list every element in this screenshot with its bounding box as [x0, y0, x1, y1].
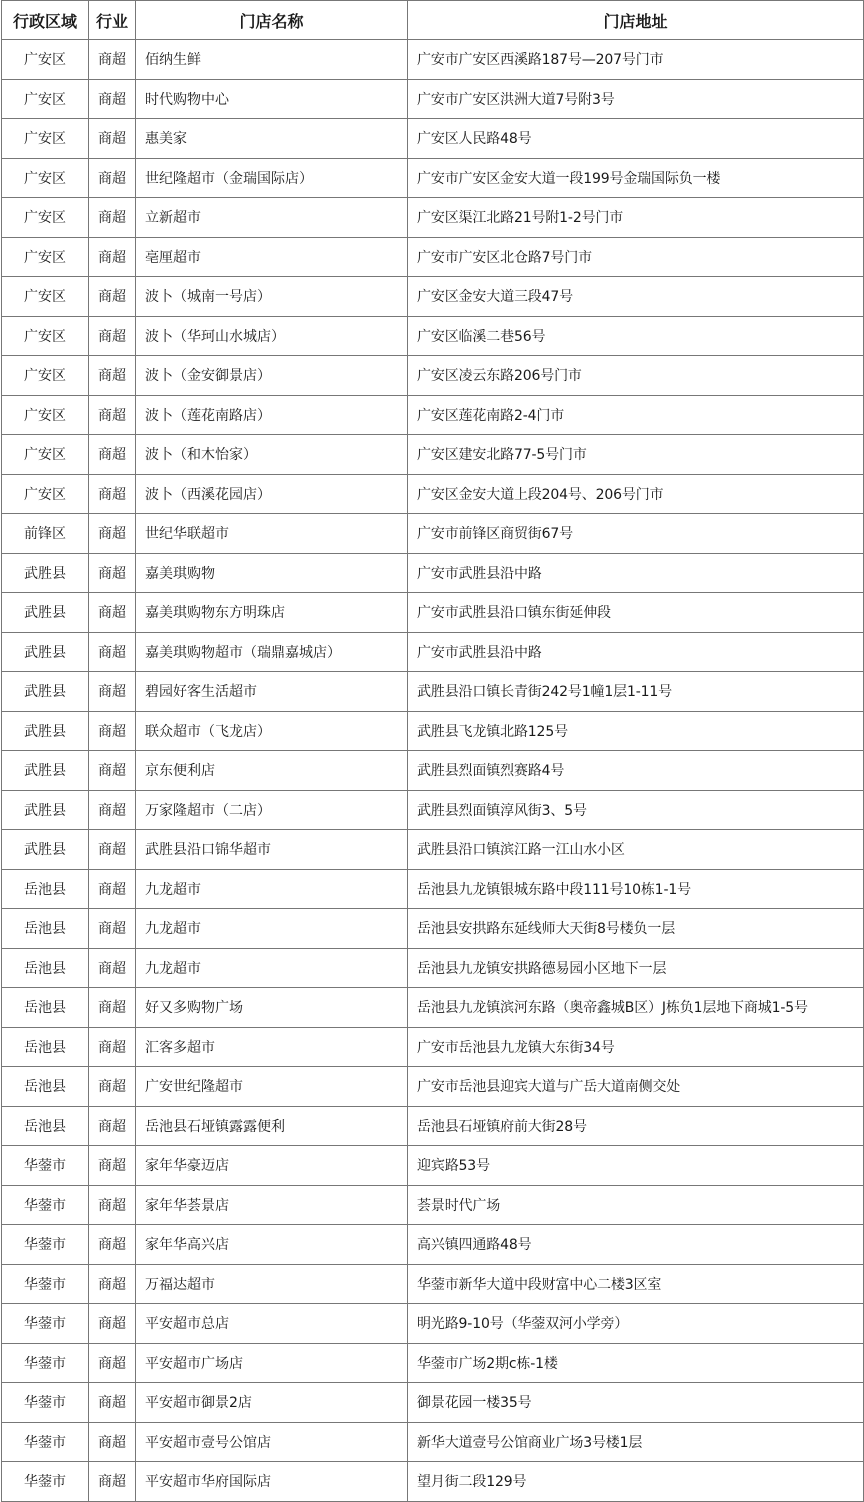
store-address-cell: 华蓥市新华大道中段财富中心二楼3区室 [408, 1264, 864, 1304]
store-address-cell: 武胜县沿口镇滨江路一江山水小区 [408, 830, 864, 870]
district-cell: 武胜县 [2, 672, 89, 712]
store-name-cell: 万家隆超市（二店） [136, 790, 408, 830]
table-row [2, 1462, 864, 1502]
industry-cell: 商超 [89, 593, 136, 633]
store-name-cell: 家年华荟景店 [136, 1185, 408, 1225]
industry-cell: 商超 [89, 237, 136, 277]
district-cell: 武胜县 [2, 593, 89, 633]
table-row [2, 1185, 864, 1225]
table-row [2, 356, 864, 396]
industry-cell: 商超 [89, 1304, 136, 1344]
district-cell: 武胜县 [2, 711, 89, 751]
store-name-cell: 波卜（莲花南路店） [136, 395, 408, 435]
district-cell: 华蓥市 [2, 1383, 89, 1423]
industry-cell: 商超 [89, 632, 136, 672]
industry-cell: 商超 [89, 277, 136, 317]
store-name-cell: 嘉美琪购物东方明珠店 [136, 593, 408, 633]
store-address-cell: 高兴镇四通路48号 [408, 1225, 864, 1265]
store-name-cell: 波卜（和木怡家） [136, 435, 408, 475]
district-cell: 广安区 [2, 277, 89, 317]
district-cell: 华蓥市 [2, 1422, 89, 1462]
industry-cell: 商超 [89, 79, 136, 119]
district-cell: 岳池县 [2, 988, 89, 1028]
table-row [2, 593, 864, 633]
store-address-cell: 广安市武胜县沿中路 [408, 632, 864, 672]
industry-cell: 商超 [89, 1027, 136, 1067]
district-cell: 广安区 [2, 198, 89, 238]
store-address-cell: 御景花园一楼35号 [408, 1383, 864, 1423]
store-address-cell: 岳池县九龙镇银城东路中段111号10栋1-1号 [408, 869, 864, 909]
district-cell: 武胜县 [2, 751, 89, 791]
district-cell: 广安区 [2, 395, 89, 435]
table-row [2, 790, 864, 830]
store-name-cell: 平安超市华府国际店 [136, 1462, 408, 1502]
industry-cell: 商超 [89, 1343, 136, 1383]
table-row [2, 514, 864, 554]
store-name-cell: 九龙超市 [136, 948, 408, 988]
store-address-cell: 广安区临溪二巷56号 [408, 316, 864, 356]
table-row [2, 79, 864, 119]
table-row [2, 553, 864, 593]
header-industry: 行业 [89, 1, 136, 40]
industry-cell: 商超 [89, 672, 136, 712]
table-row [2, 1067, 864, 1107]
table-row [2, 435, 864, 475]
store-address-cell: 广安区金安大道上段204号、206号门市 [408, 474, 864, 514]
header-row [2, 1, 864, 40]
store-name-cell: 武胜县沿口锦华超市 [136, 830, 408, 870]
table-row [2, 1383, 864, 1423]
industry-cell: 商超 [89, 474, 136, 514]
store-name-cell: 佰纳生鲜 [136, 40, 408, 80]
industry-cell: 商超 [89, 1106, 136, 1146]
table-row [2, 40, 864, 80]
store-name-cell: 京东便利店 [136, 751, 408, 791]
header-store-name: 门店名称 [136, 1, 408, 40]
district-cell: 岳池县 [2, 1067, 89, 1107]
table-row [2, 1027, 864, 1067]
store-address-cell: 迎宾路53号 [408, 1146, 864, 1186]
store-name-cell: 万福达超市 [136, 1264, 408, 1304]
table-row [2, 751, 864, 791]
store-name-cell: 联众超市（飞龙店） [136, 711, 408, 751]
district-cell: 广安区 [2, 435, 89, 475]
industry-cell: 商超 [89, 356, 136, 396]
store-name-cell: 世纪华联超市 [136, 514, 408, 554]
store-address-cell: 岳池县九龙镇滨河东路（奥帝鑫城B区）J栋负1层地下商城1-5号 [408, 988, 864, 1028]
industry-cell: 商超 [89, 316, 136, 356]
district-cell: 岳池县 [2, 869, 89, 909]
store-name-cell: 亳厘超市 [136, 237, 408, 277]
table-row [2, 1106, 864, 1146]
store-name-cell: 家年华豪迈店 [136, 1146, 408, 1186]
table-row [2, 1225, 864, 1265]
table-row [2, 948, 864, 988]
store-address-cell: 广安区建安北路77-5号门市 [408, 435, 864, 475]
table-row [2, 277, 864, 317]
store-name-cell: 九龙超市 [136, 869, 408, 909]
store-address-cell: 广安市武胜县沿口镇东街延伸段 [408, 593, 864, 633]
table-row [2, 395, 864, 435]
store-address-cell: 武胜县飞龙镇北路125号 [408, 711, 864, 751]
table-row [2, 316, 864, 356]
store-address-cell: 广安市广安区洪洲大道7号附3号 [408, 79, 864, 119]
industry-cell: 商超 [89, 869, 136, 909]
store-name-cell: 平安超市御景2店 [136, 1383, 408, 1423]
district-cell: 广安区 [2, 79, 89, 119]
table-row [2, 1343, 864, 1383]
district-cell: 武胜县 [2, 790, 89, 830]
store-name-cell: 平安超市壹号公馆店 [136, 1422, 408, 1462]
store-address-cell: 华蓥市广场2期c栋-1楼 [408, 1343, 864, 1383]
header-store-address: 门店地址 [408, 1, 864, 40]
store-name-cell: 九龙超市 [136, 909, 408, 949]
table-row [2, 1304, 864, 1344]
district-cell: 广安区 [2, 474, 89, 514]
district-cell: 岳池县 [2, 1027, 89, 1067]
store-address-cell: 广安区人民路48号 [408, 119, 864, 159]
store-name-cell: 家年华高兴店 [136, 1225, 408, 1265]
store-address-cell: 荟景时代广场 [408, 1185, 864, 1225]
store-name-cell: 汇客多超市 [136, 1027, 408, 1067]
district-cell: 岳池县 [2, 1106, 89, 1146]
industry-cell: 商超 [89, 198, 136, 238]
industry-cell: 商超 [89, 553, 136, 593]
table-row [2, 474, 864, 514]
district-cell: 华蓥市 [2, 1343, 89, 1383]
store-address-cell: 广安区凌云东路206号门市 [408, 356, 864, 396]
district-cell: 华蓥市 [2, 1146, 89, 1186]
industry-cell: 商超 [89, 514, 136, 554]
district-cell: 广安区 [2, 158, 89, 198]
store-address-cell: 望月街二段129号 [408, 1462, 864, 1502]
store-name-cell: 波卜（城南一号店） [136, 277, 408, 317]
district-cell: 华蓥市 [2, 1264, 89, 1304]
industry-cell: 商超 [89, 1422, 136, 1462]
store-address-cell: 广安市武胜县沿中路 [408, 553, 864, 593]
store-name-cell: 岳池县石垭镇露露便利 [136, 1106, 408, 1146]
industry-cell: 商超 [89, 948, 136, 988]
header-district: 行政区域 [2, 1, 89, 40]
table-row [2, 672, 864, 712]
district-cell: 广安区 [2, 237, 89, 277]
store-name-cell: 时代购物中心 [136, 79, 408, 119]
industry-cell: 商超 [89, 1264, 136, 1304]
district-cell: 武胜县 [2, 553, 89, 593]
industry-cell: 商超 [89, 988, 136, 1028]
industry-cell: 商超 [89, 751, 136, 791]
table-row [2, 237, 864, 277]
store-address-cell: 广安市广安区北仓路7号门市 [408, 237, 864, 277]
store-name-cell: 波卜（西溪花园店） [136, 474, 408, 514]
industry-cell: 商超 [89, 435, 136, 475]
store-name-cell: 波卜（华珂山水城店） [136, 316, 408, 356]
table-row [2, 711, 864, 751]
table-row [2, 1264, 864, 1304]
store-name-cell: 平安超市广场店 [136, 1343, 408, 1383]
store-address-cell: 岳池县九龙镇安拱路德易园小区地下一层 [408, 948, 864, 988]
store-address-cell: 广安区渠江北路21号附1-2号门市 [408, 198, 864, 238]
store-address-cell: 广安区莲花南路2-4门市 [408, 395, 864, 435]
store-address-cell: 岳池县安拱路东延线师大天街8号楼负一层 [408, 909, 864, 949]
table-row [2, 988, 864, 1028]
store-name-cell: 碧园好客生活超市 [136, 672, 408, 712]
industry-cell: 商超 [89, 40, 136, 80]
store-name-cell: 广安世纪隆超市 [136, 1067, 408, 1107]
store-address-cell: 武胜县沿口镇长青街242号1幢1层1-11号 [408, 672, 864, 712]
district-cell: 华蓥市 [2, 1462, 89, 1502]
store-name-cell: 立新超市 [136, 198, 408, 238]
store-address-cell: 广安区金安大道三段47号 [408, 277, 864, 317]
store-name-cell: 好又多购物广场 [136, 988, 408, 1028]
industry-cell: 商超 [89, 790, 136, 830]
industry-cell: 商超 [89, 1383, 136, 1423]
store-address-cell: 广安市岳池县迎宾大道与广岳大道南侧交处 [408, 1067, 864, 1107]
industry-cell: 商超 [89, 1225, 136, 1265]
store-name-cell: 嘉美琪购物 [136, 553, 408, 593]
table-row [2, 158, 864, 198]
store-name-cell: 波卜（金安御景店） [136, 356, 408, 396]
district-cell: 武胜县 [2, 632, 89, 672]
store-table [1, 0, 864, 1502]
store-name-cell: 嘉美琪购物超市（瑞鼎嘉城店） [136, 632, 408, 672]
district-cell: 华蓥市 [2, 1185, 89, 1225]
store-address-cell: 广安市岳池县九龙镇大东街34号 [408, 1027, 864, 1067]
industry-cell: 商超 [89, 1067, 136, 1107]
industry-cell: 商超 [89, 1146, 136, 1186]
district-cell: 广安区 [2, 316, 89, 356]
industry-cell: 商超 [89, 119, 136, 159]
industry-cell: 商超 [89, 1185, 136, 1225]
store-address-cell: 广安市广安区金安大道一段199号金瑞国际负一楼 [408, 158, 864, 198]
table-row [2, 119, 864, 159]
district-cell: 华蓥市 [2, 1304, 89, 1344]
district-cell: 广安区 [2, 356, 89, 396]
store-address-cell: 岳池县石垭镇府前大街28号 [408, 1106, 864, 1146]
district-cell: 广安区 [2, 40, 89, 80]
store-address-cell: 广安市广安区西溪路187号—207号门市 [408, 40, 864, 80]
district-cell: 岳池县 [2, 909, 89, 949]
table-body [2, 40, 864, 1502]
table-row [2, 869, 864, 909]
industry-cell: 商超 [89, 711, 136, 751]
table-row [2, 909, 864, 949]
table-row [2, 1146, 864, 1186]
store-address-cell: 明光路9-10号（华蓥双河小学旁） [408, 1304, 864, 1344]
store-address-cell: 广安市前锋区商贸街67号 [408, 514, 864, 554]
table-row [2, 1422, 864, 1462]
table-row [2, 632, 864, 672]
table-row [2, 830, 864, 870]
store-address-cell: 武胜县烈面镇淳风街3、5号 [408, 790, 864, 830]
industry-cell: 商超 [89, 909, 136, 949]
district-cell: 广安区 [2, 119, 89, 159]
store-name-cell: 惠美家 [136, 119, 408, 159]
store-name-cell: 平安超市总店 [136, 1304, 408, 1344]
district-cell: 前锋区 [2, 514, 89, 554]
store-address-cell: 新华大道壹号公馆商业广场3号楼1层 [408, 1422, 864, 1462]
industry-cell: 商超 [89, 395, 136, 435]
district-cell: 武胜县 [2, 830, 89, 870]
store-address-cell: 武胜县烈面镇烈赛路4号 [408, 751, 864, 791]
industry-cell: 商超 [89, 830, 136, 870]
industry-cell: 商超 [89, 1462, 136, 1502]
store-name-cell: 世纪隆超市（金瑞国际店） [136, 158, 408, 198]
district-cell: 华蓥市 [2, 1225, 89, 1265]
industry-cell: 商超 [89, 158, 136, 198]
district-cell: 岳池县 [2, 948, 89, 988]
table-row [2, 198, 864, 238]
